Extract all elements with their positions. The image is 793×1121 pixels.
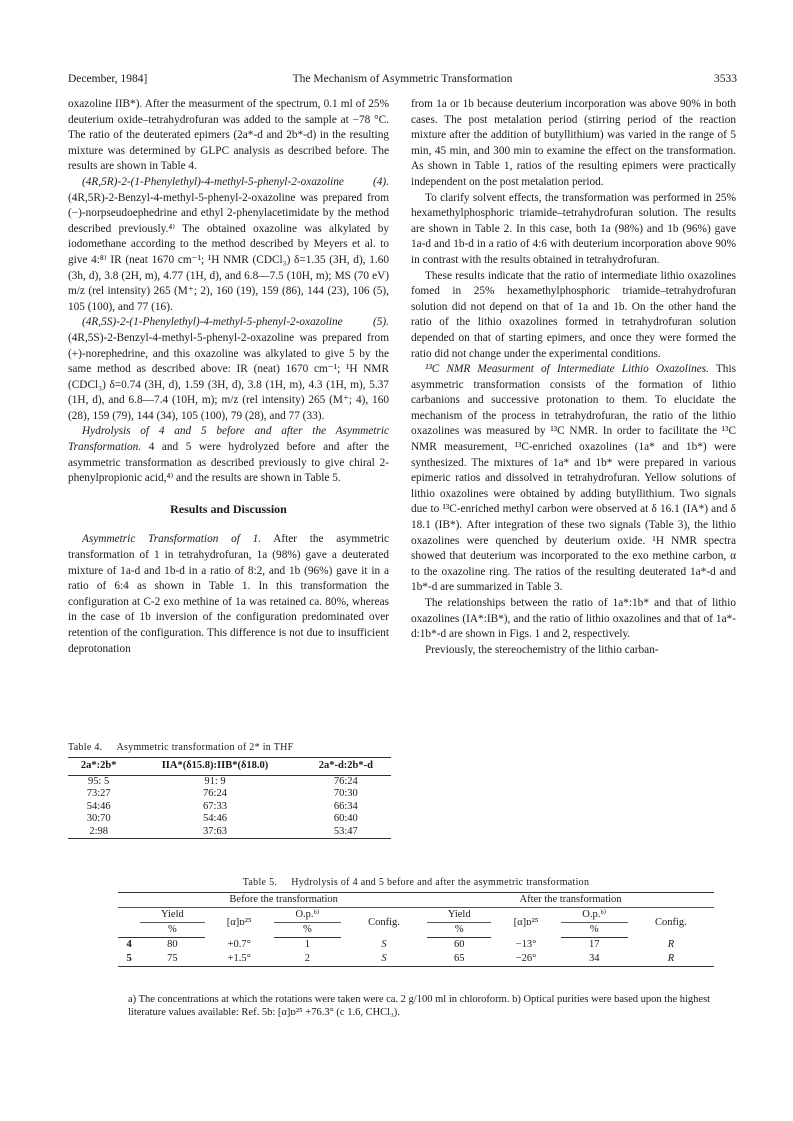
table-row: 54:46 67:33 66:34: [86, 800, 358, 812]
column-header: Config.: [368, 916, 400, 928]
unit-label: %: [140, 923, 204, 938]
unit-label: %: [427, 923, 491, 938]
unit-label: %: [561, 923, 628, 938]
paragraph: To clarify solvent effects, the transformation was performed in 25% hexamethylphosphoric triamide–tetrahydrofuran solution. The results are shown in Table 2. In this case, both 1a (98%) and 1b (96%) gave 1a-d and 1b-d in a ratio of 4:6 with deuterium incorporation above 90% in contrast with the results obtained in tetrahydrofuran.: [411, 191, 736, 266]
column-header: 2a*:2b*: [68, 758, 129, 776]
paragraph: oxazoline IIB*). After the measurment of the spectrum, 0.1 ml of 25% deuterium oxide–tetrahydrofuran was added to the sample at −78 °C. The ratio of the deuterated epimers (2a*-d and 2b*-d) in the resulting mixture was determined by GLPC analysis as described before. The results are shown in Table 4.: [68, 98, 389, 173]
column-header: O.p.ᵇ⁾: [561, 908, 628, 923]
paragraph: These results indicate that the ratio of intermediate lithio oxazolines fomed in 25% hexamethylphosphoric triamide–tetrahydrofuran solution did not depend on that of 1a and 1b. On the other hand the ratio of the lithio oxazolines formed in tetrahydrofuran solution depended on that of starting epimers, and once they were formed the ratio did not change under the experimental conditions.: [411, 269, 736, 360]
table-footnote: a) The concentrations at which the rotations were taken were ca. 2 g/100 ml in chloroform. b) Optical purities were based upon the highest literature values available: Ref. 5b: [α]ᴅ²⁵ +76.3° (c 1.6, CHCl₃).: [128, 994, 711, 1018]
left-column: [68, 97, 389, 657]
table-5-grid: [118, 892, 714, 967]
header-title: The Mechanism of Asymmetric Transformation: [292, 73, 513, 85]
column-header: [α]ᴅ²⁵: [226, 916, 252, 928]
run-in-heading: Asymmetric Transformation of 1.: [82, 533, 262, 546]
column-header: Config.: [655, 916, 687, 928]
column-header: Yield: [140, 908, 204, 923]
paragraph: Hydrolysis of 4 and 5 before and after the Asymmetric Transformation. 4 and 5 were hydrolyzed before and after the asymmetric transformation as described previously to give chiral 2-phenylpropionic acid,⁴⁾ and the results are shown in Table 5.: [68, 425, 390, 485]
table-5: [118, 877, 714, 967]
table-caption: Table 4. Asymmetric transformation of 2* in THF: [68, 742, 294, 753]
group-header-after: After the transformation: [427, 893, 714, 908]
table-row: 30:70 54:46 60:40: [86, 813, 358, 824]
run-in-heading: Hydrolysis of 4 and 5 before and after the Asymmetric Transformation.: [68, 425, 389, 454]
paragraph: ¹³C NMR Measurment of Intermediate Lithio Oxazolines. This asymmetric transformation consists of the formation of lithio carbanions and successive protonation to them. To elucidate the mechanism of the process in tetrahydrofuran, the ratio of the lithio oxazolines was measured by ¹³C NMR. In order to facilitate the ¹³C NMR measurement, ¹³C-enriched oxazolines (1a* and 1b*) were synthesized. The mixtures of 1a* and 1b* were prepared in various epimeric ratios and dissolved in tetrahydrofuran. Yellow solutions of lithio oxazolines were obtained by adding butyllithium. Two signals due to ¹³C-enriched methyl carbon were observed at δ 16.1 (IA*) and δ 18.1 (IB*). After integration of these two signals (Table 3), the lithio oxazolines were quenched by deuterium oxide. ¹H NMR spectra showed that deuterium was incorporated to the exo methine carbon, α to the oxazoline ring. The ratios of the resulting deuterated 1a*-d and 1b*-d are summarized in Table 3.: [411, 363, 736, 594]
right-column: [411, 97, 736, 658]
column-header: [α]ᴅ²⁵: [513, 916, 539, 928]
table-4-grid: [68, 757, 391, 839]
run-in-heading: (4R,5S)-2-(1-Phenylethyl)-4-methyl-5-phenyl-2-oxazoline (5).: [82, 316, 389, 329]
column-header: Yield: [427, 908, 491, 923]
column-header: 2a*-d:2b*-d: [301, 758, 391, 776]
table-caption: Table 5. Hydrolysis of 4 and 5 before and after the asymmetric transformation: [242, 877, 590, 888]
paragraph: (4R,5S)-2-(1-Phenylethyl)-4-methyl-5-phenyl-2-oxazoline (5). (4R,5S)-2-Benzyl-4-methyl-5-phenyl-2-oxazoline was prepared from (+)-norephedrine, and this oxazoline was alkylated to give 5 by the same method as described above: IR (neat) 1670 cm⁻¹; ¹H NMR (CDCl₃) δ=0.74 (3H, d), 1.59 (3H, d), 3.8 (1H, m), 4.3 (1H, m), 5.37 (1H, d), and 6.8—7.4 (10H, m); m/z (rel intensity) 265 (M⁺; 4), 160 (28), 159 (79), 144 (34), 105 (100), 79 (28), and 77 (33).: [68, 316, 389, 422]
paragraph: Asymmetric Transformation of 1. After the asymmetric transformation of 1 in tetrahydrofuran, 1a (98%) gave a deuterated mixture of 1a-d and 1b-d in a ratio of 8:2, and 1b (96%) gave it in a ratio of 6:4 as shown in Table 1. In this transformation the configuration at C-2 exo methine of 1a was retained ca. 80%, whereas in the case of 1b inversion of the configuration predominated over retention of the configuration. This difference is not due to insufficient deprotonation: [68, 533, 389, 655]
table-row: 4 80 +0.7° 1 S 60 −13° 17 R: [126, 938, 675, 950]
page-number: 3533: [714, 73, 737, 85]
paragraph: The relationships between the ratio of 1a*:1b* and that of lithio oxazolines (IA*:IB*), and the ratio of lithio oxazolines and that of 1a*-d:1b*-d are shown in Figs. 1 and 2, respectively.: [411, 597, 736, 641]
group-header-before: Before the transformation: [140, 893, 427, 908]
table-row: 5 75 +1.5° 2 S 65 −26° 34 R: [118, 952, 714, 967]
run-in-heading: ¹³C NMR Measurment of Intermediate Lithio Oxazolines.: [425, 363, 709, 376]
run-in-heading: (4R,5R)-2-(1-Phenylethyl)-4-methyl-5-phenyl-2-oxazoline (4).: [82, 175, 389, 188]
table-row: 73:27 76:24 70:30: [86, 788, 358, 799]
section-heading: Results and Discussion: [170, 501, 287, 516]
table-row: 2:98 37:63 53:47: [68, 826, 391, 839]
paragraph: (4R,5R)-2-(1-Phenylethyl)-4-methyl-5-phenyl-2-oxazoline (4). (4R,5R)-2-Benzyl-4-methyl-5-phenyl-2-oxazoline was prepared from (−)-norpseudoephedrine and ethyl 2-phenylacetimidate by the method described previously.⁴⁾ The obtained oxazoline was alkylated by iodomethane according to the method described by Meyers et al. to give 4:⁸⁾ IR (neat 1670 cm⁻¹; ¹H NMR (CDCl₃) δ=1.35 (3H, d), 1.60 (3h, d), 3.8 (2H, m), 4.77 (1H, d), and 6.8—7.5 (10H, m); MS (70 eV) m/z (rel intensity) 265 (M⁺; 2), 160 (19), 159 (86), 144 (23), 106 (5), 105 (100), and 77 (16).: [68, 175, 389, 313]
column-header: IIA*(δ15.8):IIB*(δ18.0): [129, 758, 300, 776]
paragraph: from 1a or 1b because deuterium incorporation was above 90% in both cases. The post metalation period (stirring period of the reaction mixture after the addition of butyllithium) was varied in the range of 5 min, 45 min, and 300 min to examine the effect on the transformation. As shown in Table 1, ratios of the resulting epimers were practically independent on the post metalation period.: [411, 98, 736, 188]
column-header: O.p.ᵇ⁾: [274, 908, 341, 923]
table-row: 95: 5 91: 9 76:24: [88, 775, 358, 787]
running-header: [68, 73, 737, 89]
header-date: December, 1984]: [68, 73, 148, 85]
table-4: [68, 742, 391, 839]
paragraph: Previously, the stereochemistry of the lithio carban-: [425, 643, 659, 656]
unit-label: %: [274, 923, 341, 938]
